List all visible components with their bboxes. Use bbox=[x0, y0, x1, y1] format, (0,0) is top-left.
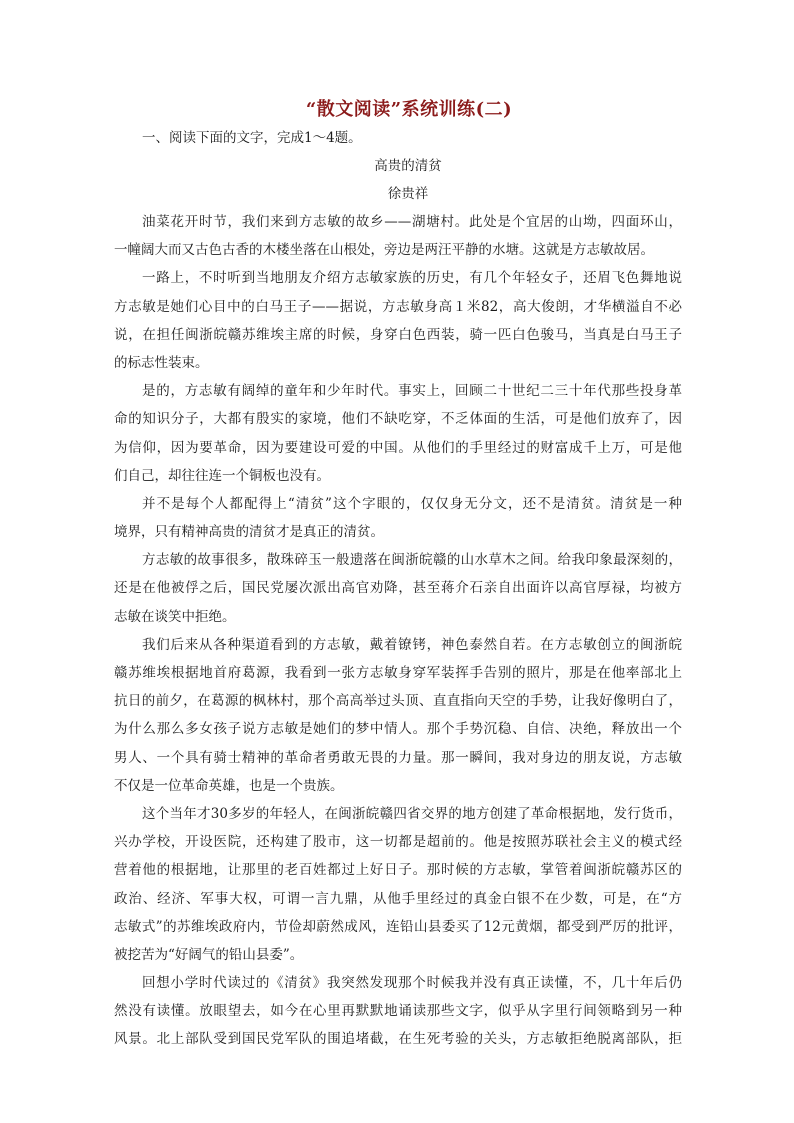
paragraph-line: 是的，方志敏有阔绰的童年和少年时代。事实上，回顾二十世纪二三十年代那些投身革 bbox=[142, 383, 682, 400]
paragraph-line: 不仅是一位革命英雄，也是一个贵族。 bbox=[114, 777, 344, 794]
paragraph-line: 赣苏维埃根据地首府葛源，我看到一张方志敏身穿军装挥手告别的照片，那是在他率部北上 bbox=[114, 665, 682, 681]
article-paragraph bbox=[114, 208, 682, 264]
paragraph-line: 志敏式”的苏维埃政府内，节俭却蔚然成风，连铅山县委买了12元黄烟，都受到严厉的批评， bbox=[114, 918, 682, 935]
paragraph-line: 一路上，不时听到当地朋友介绍方志敏家族的历史，有几个年轻女子，还眉飞色舞地说 bbox=[142, 270, 682, 287]
article-body bbox=[114, 208, 682, 1054]
paragraph-line: 政治、经济、军事大权，可谓一言九鼎，从他手里经过的真金白银不在少数，可是，在“方 bbox=[114, 890, 682, 907]
paragraph-line: 为信仰，因为要革命，因为要建设可爱的中国。从他们的手里经过的财富成千上万，可是他 bbox=[114, 439, 682, 456]
article-paragraph bbox=[114, 969, 682, 1054]
paragraph-line: 并不是每个人都配得上“清贫”这个字眼的，仅仅身无分文，还不是清贫。清贫是一种 bbox=[142, 495, 682, 512]
article-paragraph bbox=[114, 377, 682, 490]
paragraph-line: 被挖苦为“好阔气的铅山县委”。 bbox=[114, 946, 304, 963]
paragraph-line: 的标志性装束。 bbox=[114, 354, 209, 371]
article-paragraph bbox=[114, 264, 682, 377]
paragraph-line: 命的知识分子，大都有殷实的家境，他们不缺吃穿，不乏体面的生活，可是他们放弃了，因 bbox=[114, 411, 682, 428]
paragraph-line: 风景。北上部队受到国民党军队的围追堵截，在生死考验的关头，方志敏拒绝脱离部队，拒 bbox=[114, 1031, 682, 1048]
paragraph-line: 抗日的前夕，在葛源的枫林村，那个高高举过头顶、直直指向天空的手势，让我好像明白了， bbox=[114, 693, 682, 710]
question-instruction: 一、阅读下面的文字，完成1～4题。 bbox=[142, 130, 362, 146]
paragraph-line: 一幢阔大而又古色古香的木楼坐落在山根处，旁边是两汪平静的水塘。这就是方志敏故居。 bbox=[114, 242, 654, 259]
paragraph-line: 方志敏是她们心目中的白马王子——据说，方志敏身高１米82，高大俊朗，才华横溢自不必 bbox=[114, 298, 682, 315]
article-paragraph bbox=[114, 490, 682, 546]
paragraph-line: 境界，只有精神高贵的清贫才是真正的清贫。 bbox=[114, 524, 384, 541]
article-paragraph bbox=[114, 546, 682, 631]
article-heading: 高贵的清贫 bbox=[374, 158, 442, 174]
document-title: “散文阅读”系统训练(二) bbox=[305, 99, 513, 120]
paragraph-line: 为什么那么多女孩子说方志敏是她们的梦中情人。那个手势沉稳、自信、决绝，释放出一个 bbox=[114, 721, 682, 738]
paragraph-line: 说，在担任闽浙皖赣苏维埃主席的时候，身穿白色西装，骑一匹白色骏马，当真是白马王子 bbox=[114, 326, 682, 343]
paragraph-line: 然没有读懂。放眼望去，如今在心里再默默地诵读那些文字，似乎从字里行间领略到另一种 bbox=[114, 1003, 682, 1020]
paragraph-line: 们自己，却往往连一个铜板也没有。 bbox=[114, 467, 330, 484]
paragraph-line: 我们后来从各种渠道看到的方志敏，戴着镣铐，神色泰然自若。在方志敏创立的闽浙皖 bbox=[142, 636, 682, 653]
paragraph-line: 男人、一个具有骑士精神的革命者勇敢无畏的力量。那一瞬间，我对身边的朋友说，方志敏 bbox=[114, 749, 682, 766]
document-page bbox=[114, 96, 682, 1054]
article-author: 徐贵祥 bbox=[387, 186, 429, 202]
paragraph-line: 兴办学校，开设医院，还构建了股市，这一切都是超前的。他是按照苏联社会主义的模式经 bbox=[114, 834, 682, 851]
paragraph-line: 方志敏的故事很多，散珠碎玉一般遗落在闽浙皖赣的山水草木之间。给我印象最深刻的， bbox=[142, 552, 682, 569]
article-paragraph bbox=[114, 631, 682, 800]
article-paragraph bbox=[114, 800, 682, 969]
paragraph-line: 油菜花开时节，我们来到方志敏的故乡——湖塘村。此处是个宜居的山坳，四面环山， bbox=[142, 214, 682, 230]
paragraph-line: 回想小学时代读过的《清贫》我突然发现那个时候我并没有真正读懂，不，几十年后仍 bbox=[142, 975, 682, 992]
paragraph-line: 还是在他被俘之后，国民党屡次派出高官劝降，甚至蒋介石亲自出面许以高官厚禄，均被方 bbox=[114, 580, 682, 597]
paragraph-line: 这个当年才30多岁的年轻人，在闽浙皖赣四省交界的地方创建了革命根据地，发行货币， bbox=[142, 805, 682, 822]
paragraph-line: 营着他的根据地，让那里的老百姓都过上好日子。那时候的方志敏，掌管着闽浙皖赣苏区的 bbox=[114, 862, 682, 879]
paragraph-line: 志敏在谈笑中拒绝。 bbox=[114, 608, 236, 625]
